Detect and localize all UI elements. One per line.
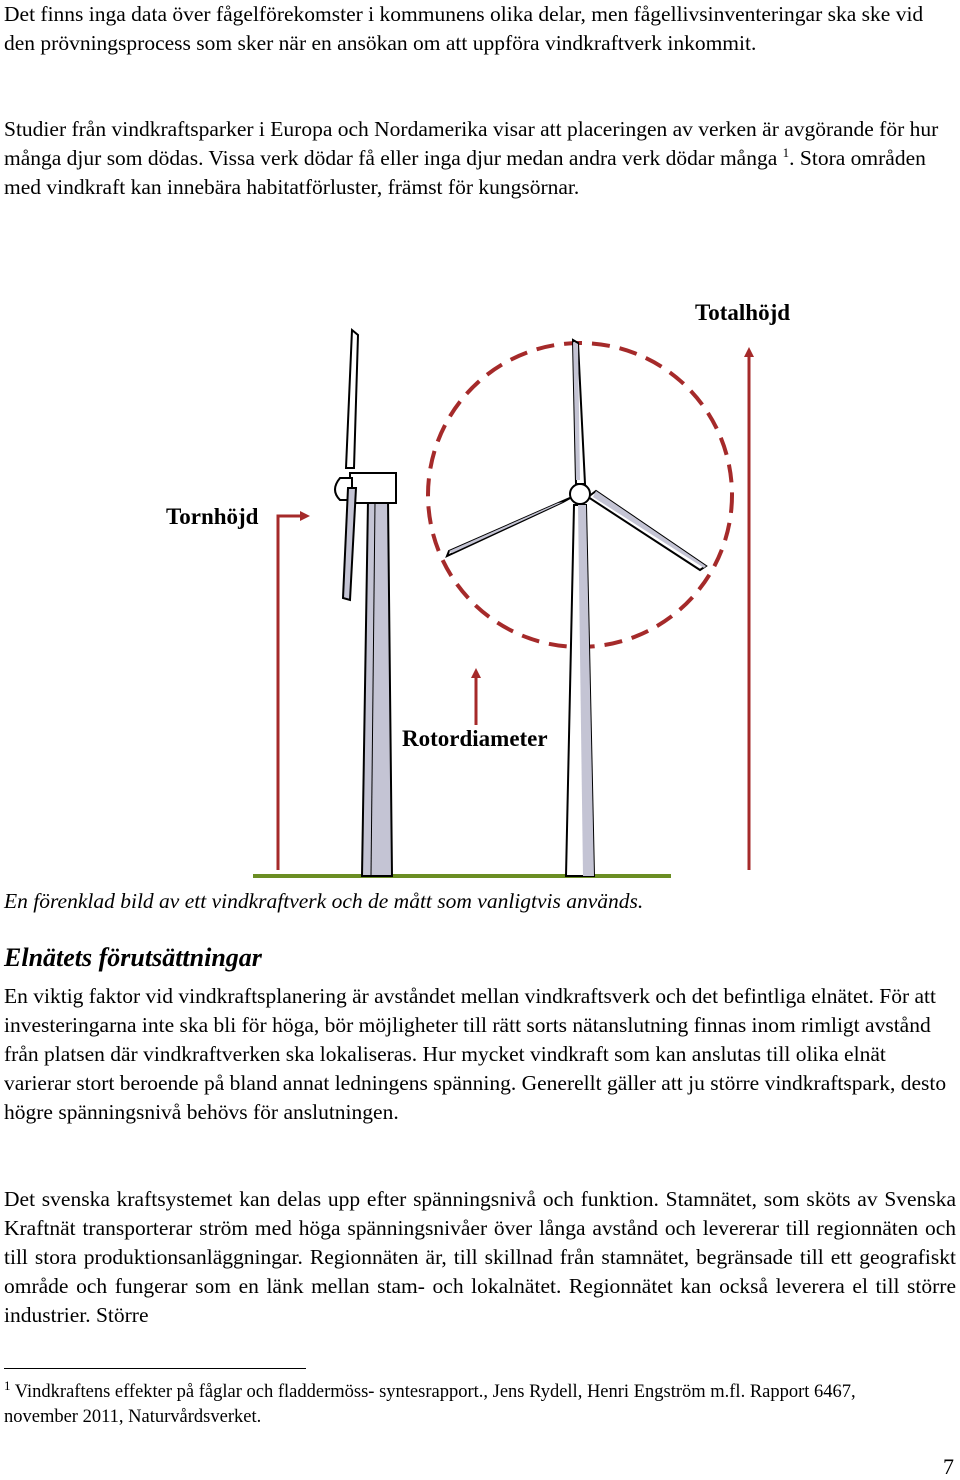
turbine-side-view: [335, 330, 396, 876]
studies-text-2: . Stora områden med vindkraft kan innebära habitatförluster, främst för kungsörnar.: [4, 146, 926, 199]
studies-text-1: Studier från vindkraftsparker i Europa och Nordamerika visar att placeringen av verken är avgörande för hur många djur som dödas. Vissa verk dödar få eller inga djur medan andra verk dödar många: [4, 117, 939, 170]
turbine1-blade-up: [346, 330, 358, 468]
figure-caption: En förenklad bild av ett vindkraftverk och de mått som vanligtvis används.: [4, 889, 644, 913]
turbine2-hub: [570, 484, 590, 504]
grid-paragraph-1: En viktig faktor vid vindkraftsplanering är avståndet mellan vindkraftsverk och det befintliga elnätet. För att investeringarna inte ska bli för höga, bör möjligheter till rätt sorts nätanslutning finnas inom rimligt avstånd från platsen där vindkraftverken ska lokaliseras. Hur mycket vindkraft som kan anslutas till olika elnät varierar stort beroende på bland annat ledningens spänning. Generellt gäller att ju större vindkraftspark, desto högre spänningsnivå behövs för anslutningen.: [4, 984, 947, 1124]
wind-turbine-figure: [0, 250, 960, 890]
footnote-text: Vindkraftens effekter på fåglar och fladdermöss- syntesrapport., Jens Rydell, Henri Engström m.fl. Rapport 6467, november 2011, Naturvårdsverket.: [4, 1382, 856, 1427]
page-number: 7: [943, 1454, 954, 1479]
footnote-number: 1: [4, 1377, 11, 1393]
grid-paragraph-2: Det svenska kraftsystemet kan delas upp efter spänningsnivå och funktion. Stamnätet, som sköts av Svenska Kraftnät transporterar ström med höga spänningsnivåer över långa avstånd och levererar till regionnäten och till stora produktionsanläggningar. Regionnäten är, till skillnad från stamnätet, begränsade till ett geografiskt område och fungerar som en länk mellan stam- och lokalnätet. Regionnätet kan också leverera el till större industrier. Större: [4, 1187, 956, 1327]
footnote-separator: [4, 1368, 306, 1369]
turbine2-blade-left-shade: [449, 502, 563, 553]
total-height-label: Totalhöjd: [695, 300, 791, 325]
tower-height-label: Tornhöjd: [166, 504, 259, 529]
wind-turbine-diagram: [0, 250, 960, 890]
turbine1-tower: [362, 500, 392, 876]
studies-paragraph: [4, 115, 956, 202]
section-heading: Elnätets förutsättningar: [4, 943, 262, 972]
rotor-diameter-label: Rotordiameter: [402, 726, 548, 751]
intro-paragraph: [4, 0, 956, 58]
turbine1-blade-down: [343, 488, 356, 600]
turbine-front-view: [447, 340, 706, 876]
tower-height-arrow: [278, 516, 305, 870]
footnote-reference[interactable]: 1: [782, 144, 790, 160]
footnote: [4, 1377, 904, 1430]
turbine2-blade-right-shade: [593, 491, 706, 568]
intro-text: Det finns inga data över fågelförekomster i kommunens olika delar, men fågellivsinventeringar ska ske vid den prövningsprocess som sker när en ansökan om att uppföra vindkraftverk inkommit.: [4, 2, 924, 55]
